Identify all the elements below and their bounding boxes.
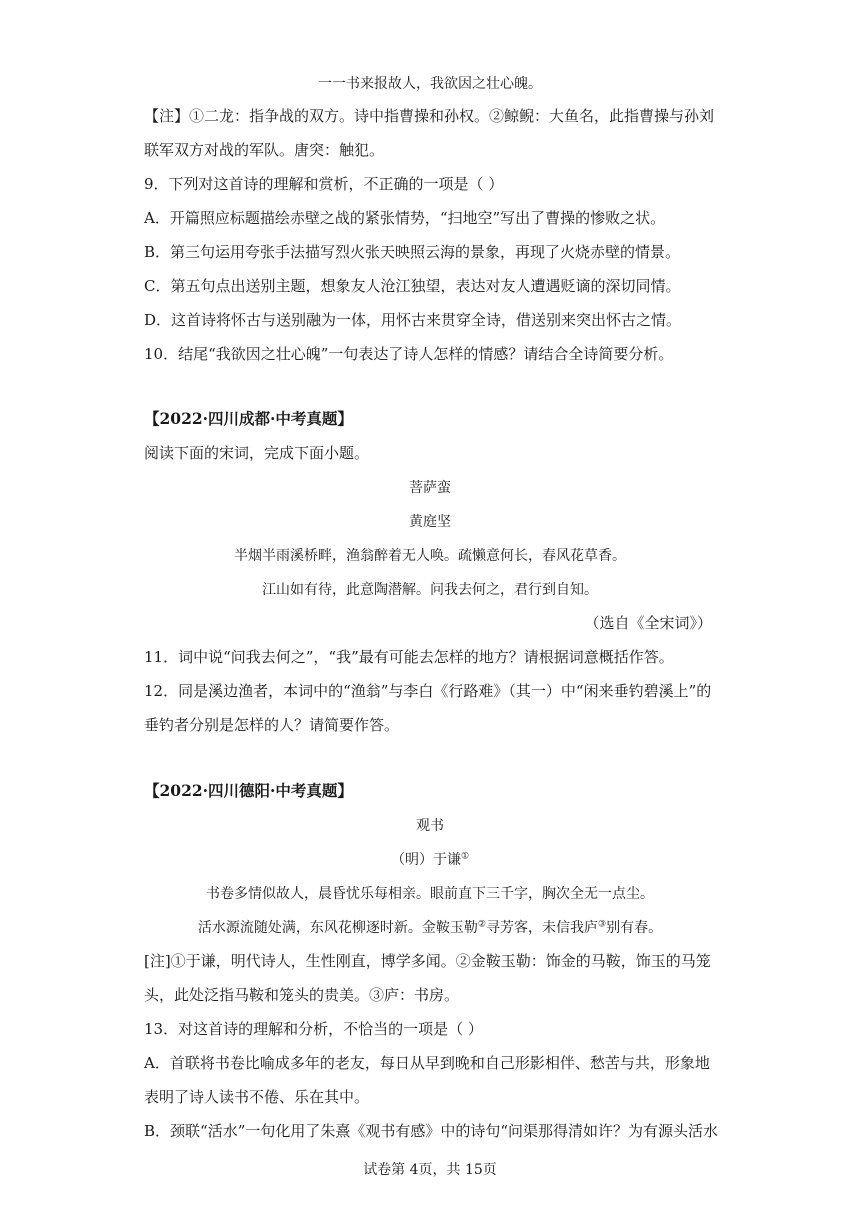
section-header-chengdu: 【2022·四川成都·中考真题】 bbox=[144, 409, 353, 428]
footnote-mark-3: ③ bbox=[598, 919, 607, 930]
footnote-mark-1: ① bbox=[460, 851, 470, 862]
section-intro: 阅读下面的宋词，完成下面小题。 bbox=[144, 444, 370, 462]
poem-title-guanshu: 观书 bbox=[416, 818, 444, 834]
poem-line-2: 活水源流随处满，东风花柳逐时新。金鞍玉勒②寻芳客，未信我庐③别有春。 bbox=[197, 919, 663, 936]
poem-last-line: 一一书来报故人，我欲因之壮心魄。 bbox=[318, 76, 542, 92]
poem-note-line-1: [注]①于谦，明代诗人，生性刚直，博学多闻。②金鞍玉勒：饰金的马鞍，饰玉的马笼 bbox=[144, 952, 711, 970]
question-13-option-a-line-1: A．首联将书卷比喻成多年的老友，每日从早到晚和自己形影相伴、愁苦与共，形象地 bbox=[144, 1054, 710, 1072]
question-10: 10．结尾“我欲因之壮心魄”一句表达了诗人怎样的情感？请结合全诗简要分析。 bbox=[144, 345, 674, 363]
question-13-option-b-line-1: B．颈联“活水”一句化用了朱熹《观书有感》中的诗句“问渠那得清如许？为有源头活水 bbox=[144, 1122, 719, 1140]
poem-note-line-1: 【注】①二龙：指争战的双方。诗中指曹操和孙权。②鲸鲵：大鱼名，此指曹操与孙刘 bbox=[144, 107, 715, 125]
question-13-stem: 13．对这首诗的理解和分析，不恰当的一项是（ ） bbox=[144, 1020, 483, 1038]
poem-line-1: 书卷多情似故人，晨昏忧乐每相亲。眼前直下三千字，胸次全无一点尘。 bbox=[206, 886, 654, 902]
question-9-stem: 9．下列对这首诗的理解和赏析，不正确的一项是（ ） bbox=[144, 175, 504, 193]
poem-author-yuqian: （明）于谦① bbox=[390, 851, 470, 868]
question-9-option-b: B．第三句运用夸张手法描写烈火张天映照云海的景象，再现了火烧赤壁的情景。 bbox=[144, 243, 681, 261]
ci-title: 菩萨蛮 bbox=[409, 480, 451, 496]
ci-source: （选自《全宋词》） bbox=[584, 614, 712, 632]
poem-note-line-2: 联军双方对战的军队。唐突：触犯。 bbox=[144, 141, 385, 159]
page-footer: 试卷第 4页，共 15页 bbox=[363, 1162, 497, 1178]
question-9-option-c: C．第五句点出送别主题，想象友人沧江独望，表达对友人遭遇贬谪的深切同情。 bbox=[144, 277, 681, 295]
question-11: 11．词中说“问我去何之”，“我”最有可能去怎样的地方？请根据词意概括作答。 bbox=[144, 648, 674, 666]
question-12-line-2: 垂钓者分别是怎样的人？请简要作答。 bbox=[144, 716, 400, 734]
question-9-option-a: A．开篇照应标题描绘赤壁之战的紧张情势，“扫地空”写出了曹操的惨败之状。 bbox=[144, 209, 666, 227]
footnote-mark-2: ② bbox=[477, 919, 486, 930]
question-12-line-1: 12．同是溪边渔者，本词中的“渔翁”与李白《行路难》（其一）中“闲来垂钓碧溪上”的 bbox=[144, 682, 712, 700]
question-13-option-a-line-2: 表明了诗人读书不倦、乐在其中。 bbox=[144, 1088, 370, 1106]
section-header-deyang: 【2022·四川德阳·中考真题】 bbox=[144, 781, 353, 800]
question-9-option-d: D．这首诗将怀古与送别融为一体，用怀古来贯穿全诗，借送别来突出怀古之情。 bbox=[144, 311, 682, 329]
ci-line-2: 江山如有待，此意陶潜解。问我去何之，君行到自知。 bbox=[262, 582, 598, 598]
ci-line-1: 半烟半雨溪桥畔，渔翁醉着无人唤。疏懒意何长，春风花草香。 bbox=[234, 548, 626, 564]
poem-note-line-2: 头，此处泛指马鞍和笼头的贵美。③庐：书房。 bbox=[144, 986, 460, 1004]
ci-author: 黄庭坚 bbox=[409, 514, 451, 530]
